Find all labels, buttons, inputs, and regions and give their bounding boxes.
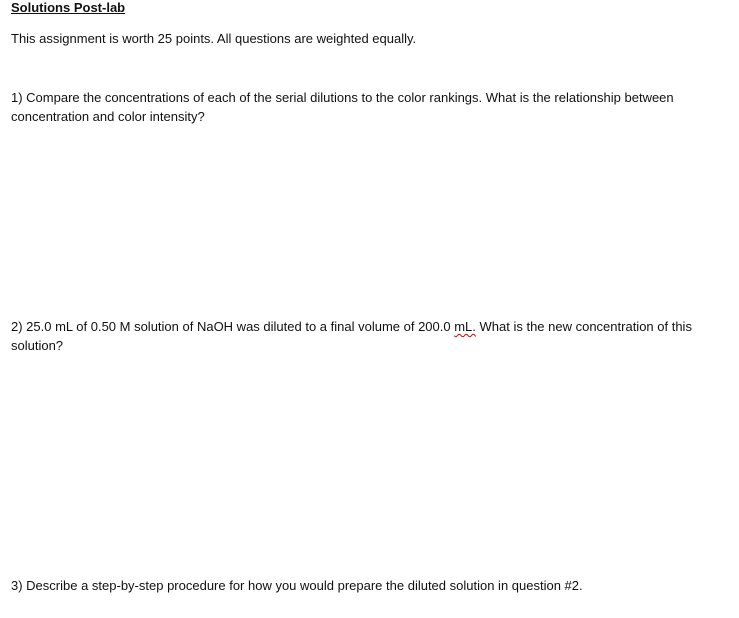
question-2-text-end: What is the new concentration of this solution? xyxy=(11,319,692,353)
question-3: 3) Describe a step-by-step procedure for how you would prepare the diluted solution in question #2. xyxy=(11,578,583,593)
document-title: Solutions Post-lab xyxy=(11,0,126,15)
question-1: 1) Compare the concentrations of each of the serial dilutions to the color rankings. What is the relationship between concentration and color intensity? xyxy=(11,90,674,124)
question-2 xyxy=(11,317,729,355)
question-2-text-start: 2) 25.0 mL of 0.50 M solution of NaOH was diluted to a final volume of 200.0 xyxy=(11,319,455,334)
assignment-intro: This assignment is worth 25 points. All questions are weighted equally. xyxy=(11,31,417,46)
spellcheck-flagged-word: mL. xyxy=(454,319,476,334)
